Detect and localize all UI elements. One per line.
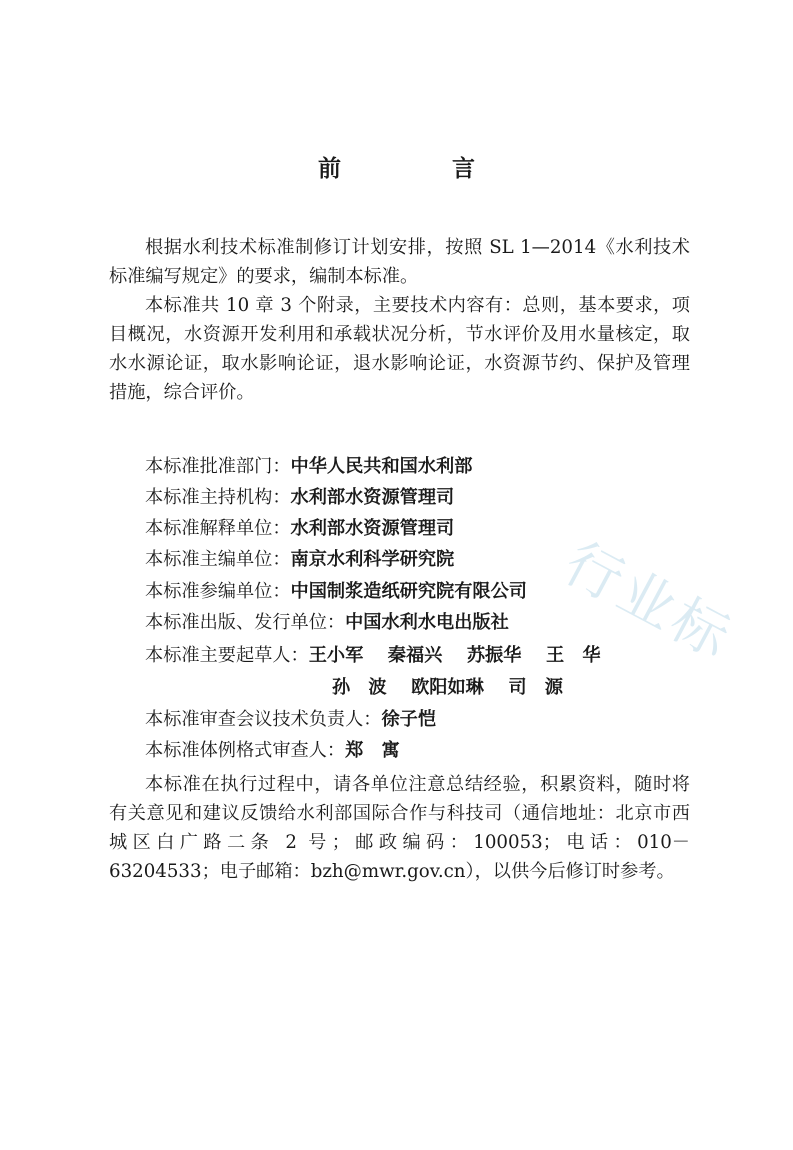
watermark: 行业标 [553, 530, 744, 673]
info-line-interpret: 本标准解释单位：水利部水资源管理司 [145, 518, 455, 539]
info-line-drafters-continued: 孙 波 欧阳如琳 司 源 [332, 677, 563, 698]
info-line-drafters: 本标准主要起草人：王小军 秦福兴 苏振华 王 华 [145, 645, 601, 666]
info-line-review-lead: 本标准审查会议技术负责人：徐子恺 [145, 709, 437, 730]
feedback-paragraph: 本标准在执行过程中，请各单位注意总结经验，积累资料，随时将有关意见和建议反馈给水利部国际合作与科技司（通信地址：北京市西城区白广路二条 2 号；邮政编码：100053；电话：010－63204533；电子邮箱：bzh@mwr.gov.cn），以供今后修订时参考。 [109, 774, 690, 882]
info-line-co-editor: 本标准参编单位：中国制浆造纸研究院有限公司 [145, 581, 527, 602]
info-line-chief-editor: 本标准主编单位：南京水利科学研究院 [145, 549, 455, 570]
info-line-publisher: 本标准出版、发行单位：中国水利水电出版社 [145, 612, 509, 633]
info-line-format-reviewer: 本标准体例格式审查人：郑 寓 [145, 740, 400, 761]
info-line-host: 本标准主持机构：水利部水资源管理司 [145, 487, 455, 508]
info-line-approval: 本标准批准部门：中华人民共和国水利部 [145, 456, 473, 477]
intro-paragraph: 根据水利技术标准制修订计划安排，按照 SL 1—2014《水利技术标准编写规定》的要求，编制本标准。 [109, 237, 690, 287]
page-title: 前 言 [318, 156, 519, 182]
content-summary-paragraph: 本标准共 10 章 3 个附录，主要技术内容有：总则，基本要求，项目概况，水资源开发利用和承载状况分析，节水评价及用水量核定，取水水源论证，取水影响论证，退水影响论证，水资源节约、保护及管理措施，综合评价。 [109, 295, 690, 403]
